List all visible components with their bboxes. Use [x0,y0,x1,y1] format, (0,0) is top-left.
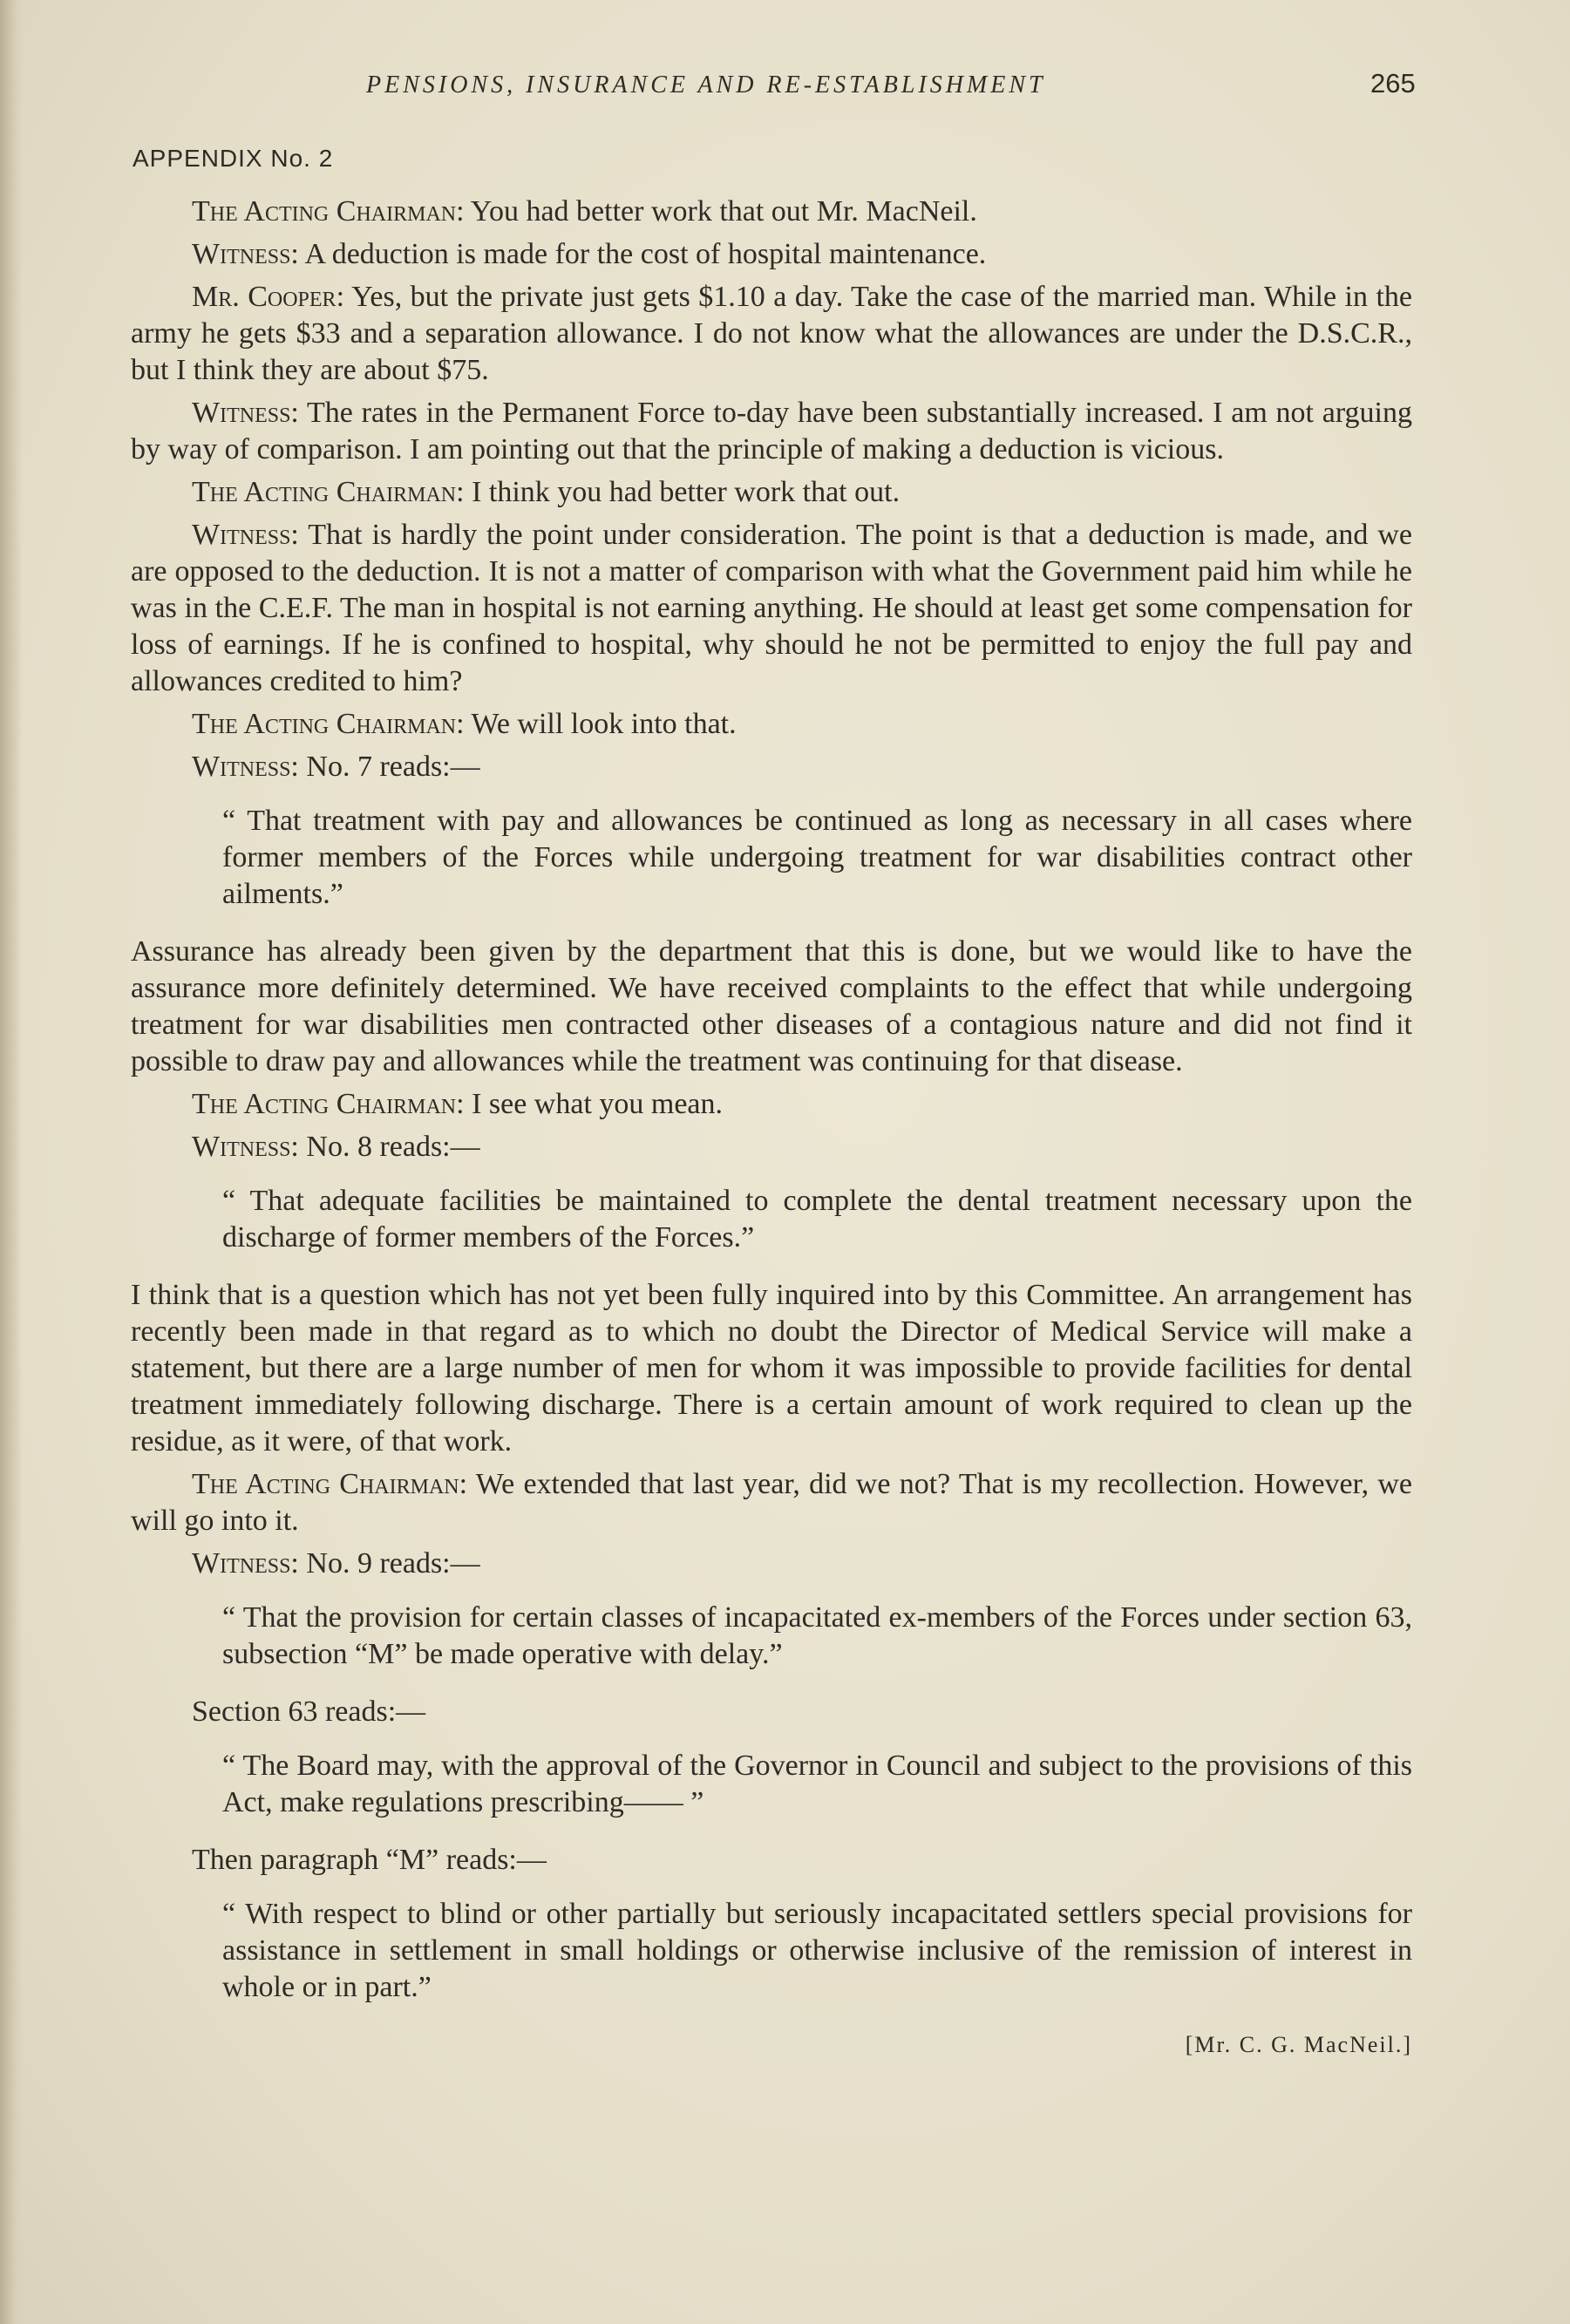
paragraph-text: You had better work that out Mr. MacNeil. [464,195,977,228]
paragraph: Assurance has already been given by the department that this is done, but we would like to have the assurance more definitely determined. We have received complaints to the effect that while undergoing treatment for war disabilities men contracted other diseases of a contagious nature and did not find it possible to draw pay and allowances while the treatment was continuing for that disease. [131,935,1412,1077]
paragraph [131,474,1412,511]
paragraph [131,749,1412,785]
paragraph-text: Yes, but the private just gets $1.10 a day. Take the case of the married man. While in the army he gets $33 and a separation allowance. I do not know what the allowances are under the D.S.C.R., but I think they are about $75. [131,281,1412,386]
paragraph [131,395,1412,468]
paragraph [131,279,1412,389]
paragraph-text: I see what you mean. [464,1088,724,1120]
speaker-name: The Acting Chairman: [192,708,465,740]
paragraph [131,1466,1412,1539]
paragraph-text: That is hardly the point under consideration. The point is that a deduction is made, and we are opposed to the deduction. It is not a matter of comparison with what the Government paid him while he was in the C.E.F. The man in hospital is not earning anything. He should at least get some compensation for loss of earnings. If he is confined to hospital, why should he not be permitted to enjoy the full pay and allowances credited to him? [131,519,1412,697]
paragraph-text: A deduction is made for the cost of hospital maintenance. [298,238,987,270]
speaker-name: The Acting Chairman: [192,1468,468,1500]
paragraph [131,194,1412,230]
speaker-name: The Acting Chairman: [192,476,465,508]
block-quote: “ That treatment with pay and allowances be continued as long as necessary in all cases where former members of the Forces while undergoing treatment for war disabilities contract other ailments.” [222,805,1412,910]
paragraph-text: No. 9 reads:— [298,1547,480,1580]
paragraph [131,517,1412,700]
block-quote: “ That the provision for certain classes of incapacitated ex-members of the Forces under section 63, subsection “M” be made operative with delay.” [222,1601,1412,1670]
paragraph-text: No. 7 reads:— [298,751,480,783]
block-quote: “ The Board may, with the approval of the Governor in Council and subject to the provisions of this Act, make regulations prescribing—— ” [222,1750,1412,1818]
block-quote: “ That adequate facilities be maintained to complete the dental treatment necessary upon the discharge of former members of the Forces.” [222,1185,1412,1254]
paragraph-text: No. 8 reads:— [298,1131,480,1163]
paragraph-text: I think you had better work that out. [464,476,901,508]
speaker-name: Witness: [192,751,299,783]
speaker-signature: [Mr. C. G. MacNeil.] [1185,2032,1412,2057]
page-number: 265 [1370,68,1416,99]
page-gutter-shadow [0,0,23,2324]
paragraph-text: The rates in the Permanent Force to-day have been substantially increased. I am not arguing by way of comparison. I am pointing out that the principle of making a deduction is vicious. [131,397,1412,465]
paragraph [131,706,1412,743]
paragraph: I think that is a question which has not yet been fully inquired into by this Committee. An arrangement has recently been made in that regard as to which no doubt the Director of Medical Service will make a statement, but there are a large number of men for whom it was impossible to provide facilities for dental treatment immediately following discharge. There is a certain amount of work required to clean up the residue, as it were, of that work. [131,1279,1412,1458]
paragraph-text: We will look into that. [464,708,737,740]
speaker-name: Witness: [192,238,299,270]
paragraph [131,1546,1412,1582]
speaker-name: Witness: [192,397,299,429]
speaker-name: Mr. Cooper: [192,281,345,313]
section-line: Section 63 reads:— [192,1695,426,1728]
page-header [0,68,1570,112]
paragraph [131,236,1412,273]
block-quote: “ With respect to blind or other partially but seriously incapacitated settlers special provisions for assistance in settlement in small holdings or otherwise inclusive of the remission of interest in whole or in part.” [222,1898,1412,2003]
paragraph [131,1129,1412,1165]
appendix-label: APPENDIX No. 2 [133,145,334,172]
paragraph: Then paragraph “M” reads:— [192,1844,547,1876]
paragraph [131,1086,1412,1123]
running-head: PENSIONS, INSURANCE AND RE-ESTABLISHMENT [366,71,1046,99]
speaker-name: Witness: [192,1131,299,1163]
transcript-body [131,194,1412,2069]
speaker-name: Witness: [192,1547,299,1580]
paragraph-text: We extended that last year, did we not? That is my recollection. However, we will go into it. [131,1468,1412,1537]
speaker-name: The Acting Chairman: [192,195,465,228]
speaker-name: The Acting Chairman: [192,1088,465,1120]
speaker-name: Witness: [192,519,299,551]
